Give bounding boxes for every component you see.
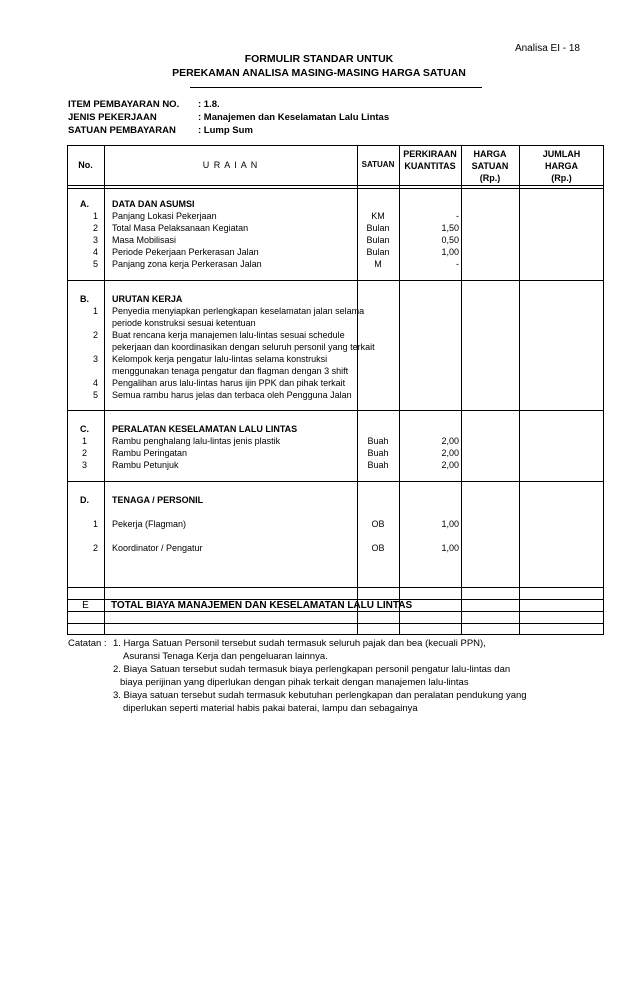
row-desc: Rambu penghalang lalu-lintas jenis plastik [112, 436, 281, 446]
row-qty: 1,00 [441, 247, 459, 257]
header-uraian: U R A I A N [202, 160, 259, 170]
header-harga-line: HARGA [545, 161, 578, 171]
row-unit: Buah [367, 460, 389, 470]
row-no: 3 [92, 235, 98, 245]
note-3: 3. Biaya satuan tersebut sudah termasuk kebutuhan perlengkapan dan peralatan pendukung yang [113, 690, 527, 701]
row-no: 2 [82, 448, 88, 458]
total-label: TOTAL BIAYA MANAJEMEN DAN KESELAMATAN LALU LINTAS [111, 600, 413, 611]
satuan-pembayaran-value: : Lump Sum [198, 125, 253, 136]
row-no: 1 [82, 436, 88, 446]
row-desc: Kelompok kerja pengatur lalu-lintas selama konstruksi [112, 354, 328, 364]
section-d-title: TENAGA / PERSONIL [112, 495, 204, 505]
col-divider [519, 145, 520, 635]
row-unit: OB [371, 519, 385, 529]
row-qty: 1,00 [441, 543, 459, 553]
row-unit: Bulan [366, 223, 390, 233]
row-qty: - [456, 211, 459, 221]
row-desc-cont: pekerjaan dan koordinasikan dengan seluruh personil yang terkait [112, 342, 375, 352]
satuan-pembayaran-label: SATUAN PEMBAYARAN [68, 125, 176, 136]
section-a-title: DATA DAN ASUMSI [112, 199, 195, 209]
row-desc: Total Masa Pelaksanaan Kegiatan [112, 223, 249, 233]
row-no: 5 [92, 390, 98, 400]
row-divider [67, 188, 604, 189]
row-unit: Buah [367, 436, 389, 446]
jenis-pekerjaan-label: JENIS PEKERJAAN [68, 112, 157, 123]
item-pembayaran-label: ITEM PEMBAYARAN NO. [68, 99, 180, 110]
title-underline [190, 87, 482, 88]
row-divider [67, 481, 604, 482]
header-perkiraan-kuantitas [399, 148, 461, 172]
row-qty: - [456, 259, 459, 269]
row-unit: M [374, 259, 382, 269]
jenis-pekerjaan-value: : Manajemen dan Keselamatan Lalu Lintas [198, 112, 390, 123]
row-qty: 2,00 [441, 460, 459, 470]
row-unit: Bulan [366, 235, 390, 245]
note-2: 2. Biaya Satuan tersebut sudah termasuk biaya perlengkapan personil pengatur lalu-lintas dan [113, 664, 511, 675]
note-1: 1. Harga Satuan Personil tersebut sudah termasuk seluruh pajak dan bea (kecuali PPN), [113, 638, 486, 649]
row-divider [67, 185, 604, 186]
header-no: No. [78, 160, 93, 170]
section-a-code: A. [80, 199, 89, 209]
row-unit: Bulan [366, 247, 390, 257]
row-divider [67, 623, 604, 624]
row-divider [67, 587, 604, 588]
row-desc: Panjang zona kerja Perkerasan Jalan [112, 259, 262, 269]
row-qty: 2,00 [441, 436, 459, 446]
row-unit: Buah [367, 448, 389, 458]
header-rp-line: (Rp.) [551, 173, 572, 183]
row-no: 4 [92, 378, 98, 388]
header-satuan-line: SATUAN [471, 161, 509, 171]
note-2-cont: biaya perijinan yang diperlukan dengan pihak terkait dengan manajemen lalu-lintas [120, 677, 469, 688]
section-c-title: PERALATAN KESELAMATAN LALU LINTAS [112, 424, 298, 434]
row-desc: Buat rencana kerja manajemen lalu-lintas sesuai schedule [112, 330, 345, 340]
item-pembayaran-value: : 1.8. [198, 99, 220, 110]
row-desc: Periode Pekerjaan Perkerasan Jalan [112, 247, 259, 257]
row-no: 3 [82, 460, 88, 470]
row-no: 2 [92, 223, 98, 233]
row-desc: Masa Mobilisasi [112, 235, 177, 245]
row-unit: KM [371, 211, 385, 221]
row-no: 1 [92, 211, 98, 221]
form-title-line-1: FORMULIR STANDAR UNTUK [244, 53, 394, 65]
row-qty: 1,50 [441, 223, 459, 233]
header-jumlah-line: JUMLAH [542, 149, 581, 159]
section-b-title: URUTAN KERJA [112, 294, 183, 304]
section-d-code: D. [80, 495, 89, 505]
header-satuan: SATUAN [361, 160, 395, 169]
row-no: 1 [92, 519, 98, 529]
row-qty: 0,50 [441, 235, 459, 245]
row-desc: Pekerja (Flagman) [112, 519, 187, 529]
note-1-cont: Asuransi Tenaga Kerja dan pengeluaran lainnya. [123, 651, 328, 662]
row-desc-cont: periode konstruksi sesuai ketentuan [112, 318, 256, 328]
header-jumlah-harga [519, 148, 604, 184]
row-desc: Penyedia menyiapkan perlengkapan keselamatan jalan selama [112, 306, 365, 316]
header-kuantitas-line: KUANTITAS [404, 161, 456, 171]
row-divider [67, 280, 604, 281]
notes-lead: Catatan : [68, 638, 107, 649]
row-desc: Koordinator / Pengatur [112, 543, 203, 553]
row-no: 5 [92, 259, 98, 269]
section-b-code: B. [80, 294, 89, 304]
col-divider [461, 145, 462, 635]
row-desc: Rambu Petunjuk [112, 460, 179, 470]
row-desc: Rambu Peringatan [112, 448, 188, 458]
header-perkiraan-line: PERKIRAAN [403, 149, 457, 159]
header-harga-satuan [461, 148, 519, 184]
row-qty: 1,00 [441, 519, 459, 529]
row-no: 4 [92, 247, 98, 257]
row-desc: Panjang Lokasi Pekerjaan [112, 211, 217, 221]
row-no: 1 [92, 306, 98, 316]
note-3-cont: diperlukan seperti material habis pakai baterai, lampu dan sebagainya [123, 703, 418, 714]
row-no: 3 [92, 354, 98, 364]
row-qty: 2,00 [441, 448, 459, 458]
row-desc-cont: menggunakan tenaga pengatur dan flagman dengan 3 shift [112, 366, 349, 376]
row-unit: OB [371, 543, 385, 553]
col-divider [104, 145, 105, 635]
header-harga-line: HARGA [473, 149, 507, 159]
section-c-code: C. [80, 424, 89, 434]
page-reference: Analisa EI - 18 [514, 43, 580, 54]
form-title-line-2: PEREKAMAN ANALISA MASING-MASING HARGA SATUAN [172, 67, 466, 79]
row-desc: Pengalihan arus lalu-lintas harus ijin PPK dan pihak terkait [112, 378, 346, 388]
header-rp-line: (Rp.) [479, 173, 501, 183]
total-code: E [82, 600, 89, 611]
row-no: 2 [92, 543, 98, 553]
row-divider [67, 410, 604, 411]
row-no: 2 [92, 330, 98, 340]
row-desc: Semua rambu harus jelas dan terbaca oleh Pengguna Jalan [112, 390, 352, 400]
